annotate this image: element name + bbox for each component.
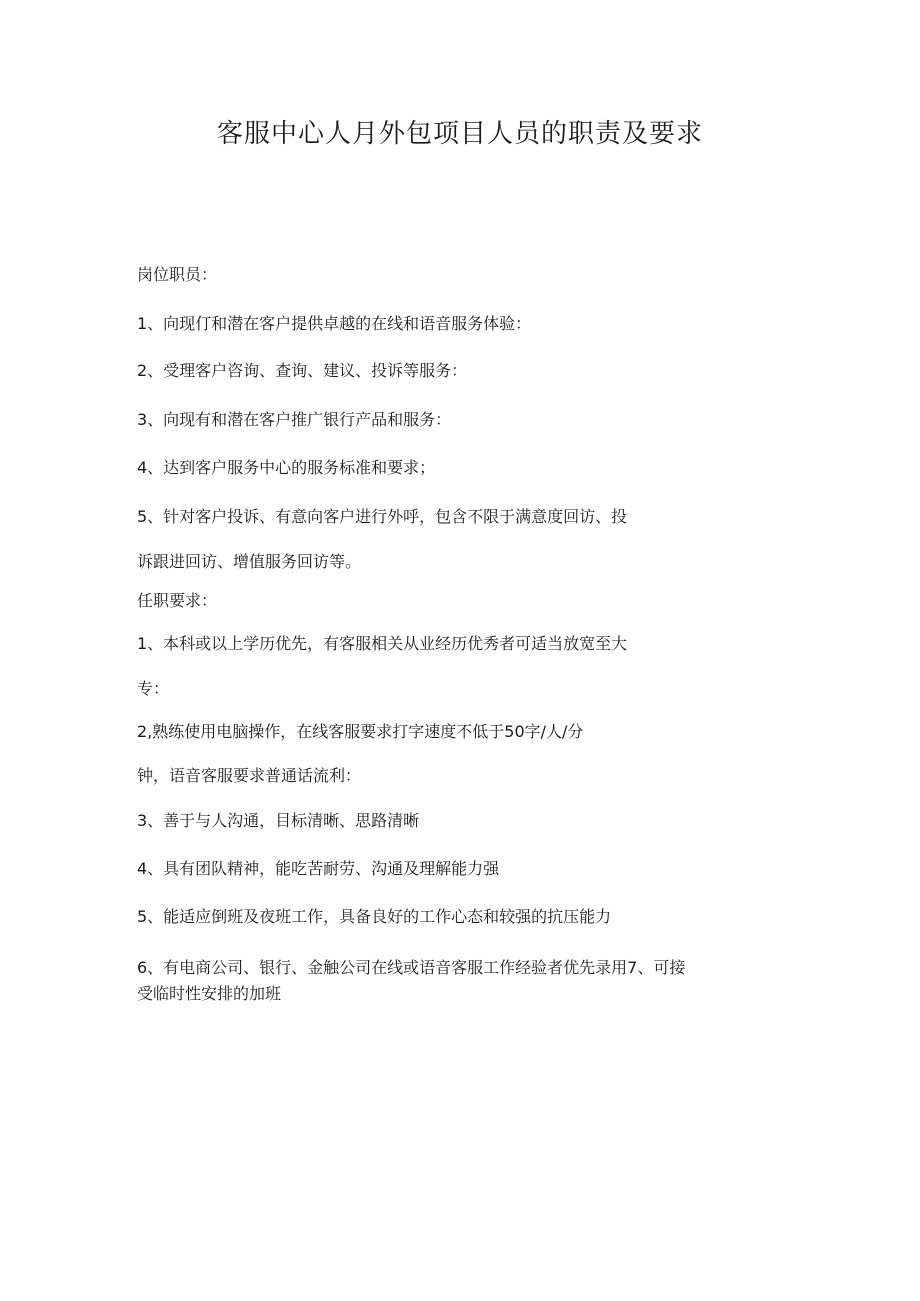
requirement-item-5: 5、能适应倒班及夜班工作，具备良好的工作心态和较强的抗压能力 — [137, 907, 612, 926]
duty-item-3: 3、向现有和潜在客户推广银行产品和服务： — [137, 410, 452, 429]
duty-item-5-continued: 诉跟进回访、增值服务回访等。 — [137, 552, 362, 571]
requirements-heading: 任职要求： — [137, 591, 218, 610]
duties-heading: 岗位职员： — [137, 265, 218, 284]
duty-item-5: 5、针对客户投诉、有意向客户进行外呼，包含不限于满意度回访、投 — [137, 507, 628, 526]
requirement-item-2: 2,熟练使用电脑操作，在线客服要求打字速度不低于50字/人/分 — [137, 722, 584, 741]
requirement-item-2-continued: 钟，语音客服要求普通话流利： — [137, 766, 362, 785]
requirement-item-1-continued: 专： — [137, 679, 170, 698]
requirement-item-4: 4、具有团队精神，能吃苦耐劳、沟通及理解能力强 — [137, 859, 500, 878]
requirement-item-3: 3、善于与人沟通，目标清晰、思路清晰 — [137, 811, 420, 830]
requirement-item-6-continued: 受临时性安排的加班 — [137, 984, 282, 1003]
requirement-item-6: 6、有电商公司、银行、金触公司在线或语音客服工作经验者优先录用7、可接 — [137, 958, 686, 977]
duty-item-2: 2、受理客户咨询、查询、建议、投诉等服务： — [137, 361, 468, 380]
document-title: 客服中心人月外包项目人员的职责及要求 — [216, 119, 703, 149]
duty-item-4: 4、达到客户服务中心的服务标准和要求； — [137, 458, 436, 477]
requirement-item-1: 1、本科或以上学历优先，有客服相关从业经历优秀者可适当放宽至大 — [137, 634, 628, 653]
duty-item-1: 1、向现仃和潜在客户提供卓越的在线和语音服务体验： — [137, 314, 532, 333]
